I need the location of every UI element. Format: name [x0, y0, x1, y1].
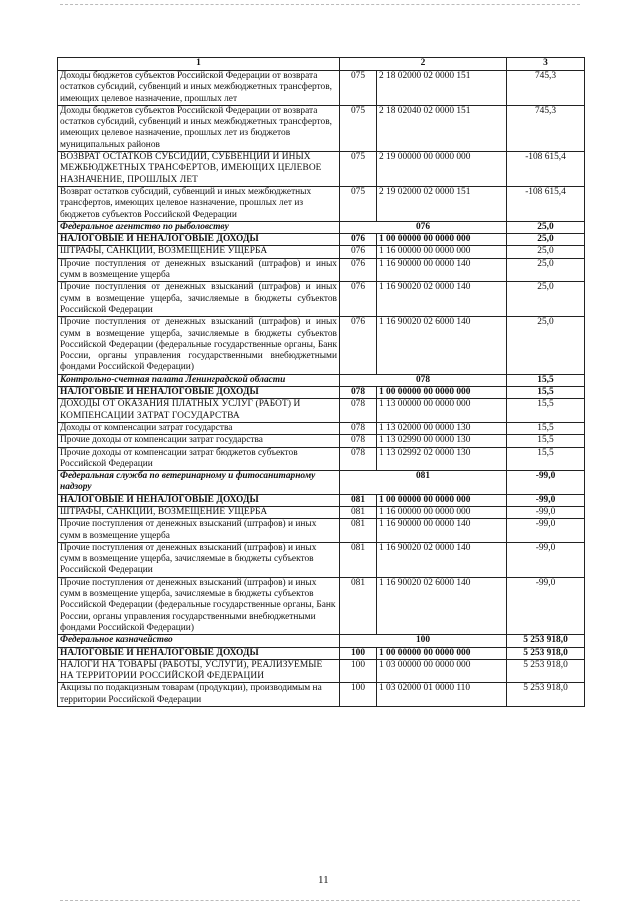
org-code: 081: [340, 471, 507, 495]
row-description: Прочие поступления от денежных взысканий (штрафов) и иных сумм в возмещение ущерба: [58, 258, 340, 282]
row-budget-code: 1 03 02000 01 0000 110: [377, 683, 507, 707]
org-name: Федеральное агентство по рыболовству: [58, 221, 340, 233]
table-row: [58, 435, 585, 447]
org-amount: -99,0: [507, 471, 585, 495]
row-amount: 15,5: [507, 447, 585, 471]
org-header-row: [58, 221, 585, 233]
budget-table: [57, 57, 585, 707]
row-budget-code: 1 13 02000 00 0000 130: [377, 422, 507, 434]
row-amount: -99,0: [507, 577, 585, 634]
row-budget-code: 1 13 02990 00 0000 130: [377, 435, 507, 447]
table-row: [58, 659, 585, 683]
row-budget-code: 2 19 00000 00 0000 000: [377, 152, 507, 187]
row-amount: 745,3: [507, 105, 585, 151]
row-budget-code: 1 13 00000 00 0000 000: [377, 399, 507, 423]
row-admin-code: 100: [340, 683, 377, 707]
row-amount: 25,0: [507, 246, 585, 258]
row-description: Прочие доходы от компенсации затрат бюджетов субъектов Российской Федерации: [58, 447, 340, 471]
row-budget-code: 1 16 90020 02 6000 140: [377, 577, 507, 634]
row-amount: 15,5: [507, 422, 585, 434]
row-admin-code: 075: [340, 71, 377, 106]
row-budget-code: 1 16 90000 00 0000 140: [377, 258, 507, 282]
table-row: [58, 506, 585, 518]
row-description: Доходы бюджетов субъектов Российской Федерации от возврата остатков субсидий, субвенций и иных межбюджетных трансфертов, имеющих целевое назначение, прошлых лет из бюджетов муниципальных районов: [58, 105, 340, 151]
row-admin-code: 076: [340, 258, 377, 282]
row-amount: 25,0: [507, 234, 585, 246]
row-amount: -108 615,4: [507, 152, 585, 187]
row-budget-code: 1 00 00000 00 0000 000: [377, 234, 507, 246]
table-row: [58, 186, 585, 221]
row-budget-code: 2 18 02040 02 0000 151: [377, 105, 507, 151]
org-header-row: [58, 374, 585, 386]
row-admin-code: 078: [340, 435, 377, 447]
row-amount: 25,0: [507, 282, 585, 317]
row-admin-code: 075: [340, 186, 377, 221]
org-name: Федеральное казначейство: [58, 635, 340, 647]
org-amount: 5 253 918,0: [507, 635, 585, 647]
table-row: [58, 71, 585, 106]
header-col-2: 2: [340, 58, 507, 71]
row-admin-code: 078: [340, 422, 377, 434]
org-amount: 25,0: [507, 221, 585, 233]
row-admin-code: 078: [340, 387, 377, 399]
row-description: ВОЗВРАТ ОСТАТКОВ СУБСИДИЙ, СУБВЕНЦИЙ И ИНЫХ МЕЖБЮДЖЕТНЫХ ТРАНСФЕРТОВ, ИМЕЮЩИХ ЦЕЛЕВОЕ НАЗНАЧЕНИЕ, ПРОШЛЫХ ЛЕТ: [58, 152, 340, 187]
table-row: [58, 494, 585, 506]
row-description: Возврат остатков субсидий, субвенций и иных межбюджетных трансфертов, имеющих целевое назначение, прошлых лет из бюджетов субъектов Российской Федерации: [58, 186, 340, 221]
scan-edge-top: [60, 4, 580, 5]
table-row: [58, 246, 585, 258]
row-budget-code: 2 19 02000 02 0000 151: [377, 186, 507, 221]
row-description: Прочие доходы от компенсации затрат государства: [58, 435, 340, 447]
table-row: [58, 258, 585, 282]
table-row: [58, 282, 585, 317]
row-budget-code: 1 00 00000 00 0000 000: [377, 647, 507, 659]
row-amount: 5 253 918,0: [507, 683, 585, 707]
org-code: 076: [340, 221, 507, 233]
row-description: ШТРАФЫ, САНКЦИИ, ВОЗМЕЩЕНИЕ УЩЕРБА: [58, 506, 340, 518]
row-admin-code: 078: [340, 447, 377, 471]
row-description: ШТРАФЫ, САНКЦИИ, ВОЗМЕЩЕНИЕ УЩЕРБА: [58, 246, 340, 258]
row-budget-code: 1 16 90020 02 0000 140: [377, 542, 507, 577]
row-description: Акцизы по подакцизным товарам (продукции), производимым на территории Российской Федерации: [58, 683, 340, 707]
row-admin-code: 081: [340, 494, 377, 506]
table-row: [58, 105, 585, 151]
row-description: Прочие поступления от денежных взысканий (штрафов) и иных сумм в возмещение ущерба, зачисляемые в бюджеты субъектов Российской Федерации: [58, 542, 340, 577]
org-name: Федеральная служба по ветеринарному и фитосанитарному надзору: [58, 471, 340, 495]
row-budget-code: 2 18 02000 02 0000 151: [377, 71, 507, 106]
org-code: 078: [340, 374, 507, 386]
row-description: Прочие поступления от денежных взысканий (штрафов) и иных сумм в возмещение ущерба: [58, 519, 340, 543]
row-amount: -99,0: [507, 506, 585, 518]
row-description: Доходы бюджетов субъектов Российской Федерации от возврата остатков субсидий, субвенций и иных межбюджетных трансфертов, имеющих целевое назначение, прошлых лет: [58, 71, 340, 106]
row-admin-code: 100: [340, 647, 377, 659]
row-budget-code: 1 16 00000 00 0000 000: [377, 506, 507, 518]
row-amount: 5 253 918,0: [507, 647, 585, 659]
org-code: 100: [340, 635, 507, 647]
row-admin-code: 076: [340, 246, 377, 258]
row-description: Прочие поступления от денежных взысканий (штрафов) и иных сумм в возмещение ущерба, зачисляемые в бюджеты субъектов Российской Федерации: [58, 282, 340, 317]
row-budget-code: 1 13 02992 02 0000 130: [377, 447, 507, 471]
table-row: [58, 234, 585, 246]
row-admin-code: 081: [340, 506, 377, 518]
row-budget-code: 1 16 90000 00 0000 140: [377, 519, 507, 543]
table-row: [58, 152, 585, 187]
row-budget-code: 1 16 90020 02 6000 140: [377, 317, 507, 374]
row-amount: 15,5: [507, 387, 585, 399]
row-description: Доходы от компенсации затрат государства: [58, 422, 340, 434]
header-col-3: 3: [507, 58, 585, 71]
row-amount: 25,0: [507, 317, 585, 374]
org-header-row: [58, 471, 585, 495]
row-description: НАЛОГОВЫЕ И НЕНАЛОГОВЫЕ ДОХОДЫ: [58, 387, 340, 399]
row-admin-code: 076: [340, 317, 377, 374]
row-admin-code: 081: [340, 542, 377, 577]
org-header-row: [58, 635, 585, 647]
row-admin-code: 081: [340, 577, 377, 634]
scan-edge-bottom: [60, 900, 580, 901]
table-row: [58, 542, 585, 577]
row-description: НАЛОГИ НА ТОВАРЫ (РАБОТЫ, УСЛУГИ), РЕАЛИЗУЕМЫЕ НА ТЕРРИТОРИИ РОССИЙСКОЙ ФЕДЕРАЦИИ: [58, 659, 340, 683]
table-row: [58, 577, 585, 634]
header-col-1: 1: [58, 58, 340, 71]
row-amount: -99,0: [507, 519, 585, 543]
row-budget-code: 1 03 00000 00 0000 000: [377, 659, 507, 683]
table-row: [58, 519, 585, 543]
row-description: НАЛОГОВЫЕ И НЕНАЛОГОВЫЕ ДОХОДЫ: [58, 234, 340, 246]
table-row: [58, 317, 585, 374]
row-admin-code: 075: [340, 152, 377, 187]
table-row: [58, 447, 585, 471]
row-description: НАЛОГОВЫЕ И НЕНАЛОГОВЫЕ ДОХОДЫ: [58, 647, 340, 659]
table-row: [58, 683, 585, 707]
row-amount: -99,0: [507, 542, 585, 577]
row-admin-code: 075: [340, 105, 377, 151]
row-admin-code: 076: [340, 234, 377, 246]
row-description: НАЛОГОВЫЕ И НЕНАЛОГОВЫЕ ДОХОДЫ: [58, 494, 340, 506]
row-description: Прочие поступления от денежных взысканий (штрафов) и иных сумм в возмещение ущерба, зачисляемые в бюджеты субъектов Российской Федерации (федеральные государственные органы, Банк России, органы управления государственными внебюджетными фондами Российской Федерации): [58, 577, 340, 634]
row-amount: -108 615,4: [507, 186, 585, 221]
row-amount: -99,0: [507, 494, 585, 506]
row-budget-code: 1 16 90020 02 0000 140: [377, 282, 507, 317]
table-row: [58, 399, 585, 423]
row-admin-code: 081: [340, 519, 377, 543]
page-number: 11: [318, 874, 329, 886]
table-row: [58, 422, 585, 434]
row-budget-code: 1 00 00000 00 0000 000: [377, 494, 507, 506]
org-amount: 15,5: [507, 374, 585, 386]
row-amount: 5 253 918,0: [507, 659, 585, 683]
row-description: ДОХОДЫ ОТ ОКАЗАНИЯ ПЛАТНЫХ УСЛУГ (РАБОТ) И КОМПЕНСАЦИИ ЗАТРАТ ГОСУДАРСТВА: [58, 399, 340, 423]
row-amount: 25,0: [507, 258, 585, 282]
row-budget-code: 1 00 00000 00 0000 000: [377, 387, 507, 399]
row-budget-code: 1 16 00000 00 0000 000: [377, 246, 507, 258]
header-row: [58, 58, 585, 71]
row-amount: 15,5: [507, 399, 585, 423]
row-amount: 15,5: [507, 435, 585, 447]
org-name: Контрольно-счетная палата Ленинградской области: [58, 374, 340, 386]
row-admin-code: 100: [340, 659, 377, 683]
row-admin-code: 076: [340, 282, 377, 317]
row-description: Прочие поступления от денежных взысканий (штрафов) и иных сумм в возмещение ущерба, зачисляемые в бюджеты субъектов Российской Федерации (федеральные государственные органы, Банк России, органы управления государственными внебюджетными фондами Российской Федерации): [58, 317, 340, 374]
table-row: [58, 647, 585, 659]
row-amount: 745,3: [507, 71, 585, 106]
budget-table-body: [58, 58, 585, 707]
table-row: [58, 387, 585, 399]
row-admin-code: 078: [340, 399, 377, 423]
